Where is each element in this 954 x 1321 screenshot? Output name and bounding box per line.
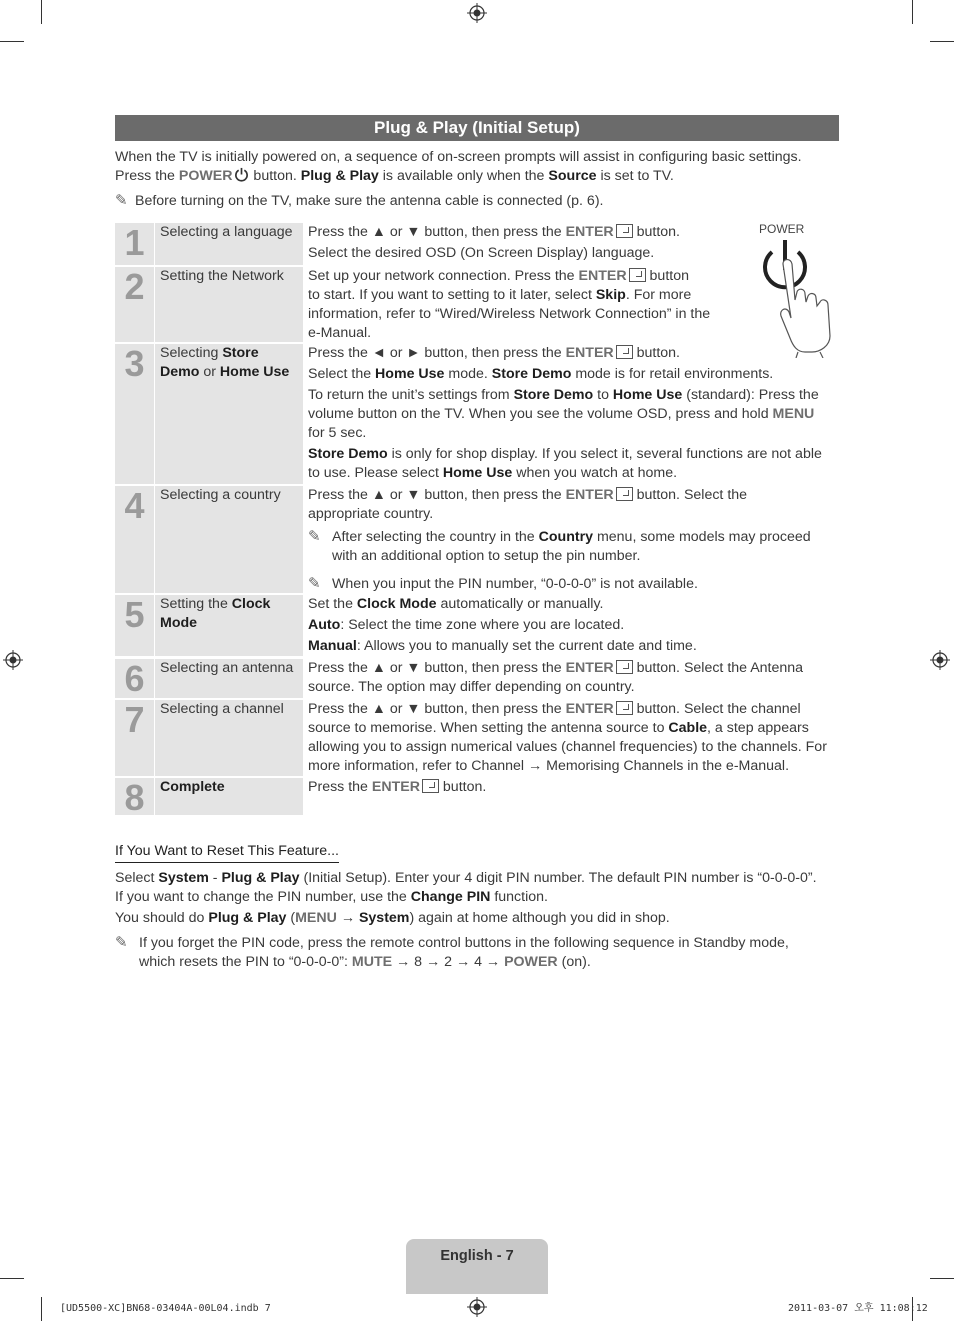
text: automatically or manually. [436,596,604,612]
auto-keyword: Auto [308,617,341,633]
step-row [115,700,839,776]
step-number: 6 [115,659,154,698]
step-number: 4 [115,486,154,593]
step-description [308,700,839,776]
text: button. [438,779,487,795]
step-description [308,595,839,656]
desc-line [308,659,839,678]
desc-line [308,223,839,242]
reset-paragraph [115,869,845,972]
intro-line: When the TV is initially powered on, a sequence of on-screen prompts will assist in configuring basic settings. [115,149,802,165]
desc-line [308,365,839,384]
step-number: 1 [115,223,154,265]
crop-mark [930,1278,954,1279]
registration-mark-icon [467,3,487,23]
crop-mark [930,41,954,42]
crop-mark [0,1278,24,1279]
print-slug-date: 2011-03-07 오후 11:08:12 [788,1303,928,1314]
enter-icon [616,487,633,501]
page-number-tab: English - 7 [406,1239,548,1294]
text: Press the ▲ or ▼ button, then press the [308,701,566,717]
step-label [155,595,303,656]
text: : Allows you to manually set the current date and time. [356,638,697,654]
text: When you input the PIN number, “0-0-0-0” is not available. [332,576,698,592]
step-row [115,595,839,656]
step-label: Selecting a channel [155,700,303,776]
text: ) again at home although you did in shop. [409,910,670,926]
desc-paragraph [308,386,839,443]
skip-keyword: Skip [595,287,626,303]
reset-line [115,888,845,907]
registration-mark-icon [930,650,950,670]
desc-line [308,637,839,656]
text: Press the ▲ or ▼ button, then press the [308,224,566,240]
menu-keyword: MENU [295,910,337,926]
mute-keyword: MUTE [351,954,393,970]
note-pencil-icon: ✎ [308,575,321,592]
enter-keyword: ENTER [578,268,627,284]
home-use-keyword: Home Use [442,465,513,481]
desc-line [308,486,839,505]
text: with an additional option to setup the pin number. [332,548,641,564]
text: volume button on the TV. When you see the volume OSD, press and hold [308,406,773,422]
text: for 5 sec. [308,425,367,441]
store-keyword: Store [222,345,259,361]
text: (on). [557,954,591,970]
step-description [308,778,839,815]
home-use-keyword: Home Use [375,366,445,382]
desc-line: information, refer to “Wired/Wireless Network Connection” in the [308,306,711,322]
crop-mark [41,0,42,24]
intro-note [115,191,845,211]
text: which resets the PIN to “0-0-0-0”: [139,954,352,970]
text: Press the ◄ or ► button, then press the [308,345,566,361]
desc-note [308,574,839,594]
reset-note [115,933,845,972]
reset-heading: If You Want to Reset This Feature... [115,842,339,863]
clock-mode-keyword: Clock Mode [356,596,437,612]
text: button [645,268,689,284]
desc-line [308,267,839,286]
desc-note [308,527,839,566]
step-description [308,267,839,342]
text: If you want to change the PIN number, use the [115,889,411,905]
text: to start. If you want to setting to it later, select [308,287,596,303]
enter-keyword: ENTER [565,660,614,676]
text: function. [490,889,548,905]
power-icon [234,167,249,182]
enter-keyword: ENTER [565,701,614,717]
desc-line [308,286,839,305]
store-demo-keyword: Store Demo [513,387,594,403]
text: is set to TV. [596,168,674,184]
plug-play-keyword: Plug & Play [300,168,379,184]
plug-play-keyword: Plug & Play [221,870,300,886]
complete-keyword: Complete [160,779,225,795]
crop-mark [0,41,24,42]
step-number: 5 [115,595,154,656]
desc-line: more information, refer to Channel → Memorising Channels in the e-Manual. [308,758,790,774]
note-pencil-icon: ✎ [308,528,321,545]
text: Set up your network connection. Press the [308,268,579,284]
desc-line [308,595,839,614]
step-row [115,777,839,818]
step-row [115,486,839,593]
enter-keyword: ENTER [565,345,614,361]
text: - [208,870,222,886]
text: Select [115,870,159,886]
cable-keyword: Cable [668,720,708,736]
desc-line [308,719,839,738]
step-description [308,223,839,265]
desc-line [308,700,839,719]
clock-keyword: Clock [231,596,271,612]
intro-line [115,167,845,186]
text: Selecting [160,345,223,361]
crop-mark [41,1297,42,1321]
step-row [115,344,839,484]
text: ( [286,910,296,926]
home-use-keyword: Home Use [219,364,290,380]
text: button. [632,345,681,361]
text: Press the [308,779,372,795]
text: → [336,910,359,926]
text: mode. [444,366,492,382]
text: Set the [308,596,357,612]
note-text: Before turning on the TV, make sure the antenna cable is connected (p. 6). [135,193,604,209]
enter-icon [616,224,633,238]
step-row [115,267,839,342]
step-label [155,778,303,815]
text: : Select the time zone where you are located. [340,617,625,633]
step-row [115,223,839,265]
desc-line [308,344,839,363]
note-pencil-icon: ✎ [115,192,128,209]
enter-icon [616,345,633,359]
enter-keyword: ENTER [371,779,420,795]
enter-icon [422,779,439,793]
step-number: 2 [115,267,154,342]
source-keyword: Source [548,168,597,184]
power-keyword: POWER [178,168,233,184]
desc-line [308,778,839,797]
store-demo-keyword: Store Demo [308,446,388,462]
text: button. [632,224,681,240]
desc-paragraph [308,445,839,483]
desc-line: appropriate country. [308,506,434,522]
step-number: 3 [115,344,154,484]
menu-keyword: MENU [772,406,815,422]
text: to use. Please select [308,465,443,481]
step-description [308,344,839,484]
manual-keyword: Manual [308,638,357,654]
illustration-label: POWER [759,222,805,236]
text: is available only when the [378,168,549,184]
desc-line: source. The option may differ depending on country. [308,679,635,695]
desc-line: Select the desired OSD (On Screen Display) language. [308,245,655,261]
step-description [308,486,839,593]
text: to [593,387,613,403]
text: button. Select the channel [632,701,801,717]
text: To return the unit’s settings from [308,387,514,403]
text: (standard): Press the [682,387,819,403]
crop-mark [912,0,913,24]
print-slug-file: [UD5500-XC]BN68-03404A-00L04.indb 7 [60,1303,271,1314]
reset-line [115,909,845,928]
text: (Initial Setup). Enter your 4 digit PIN number. The default PIN number is “0-0-0-0”. [299,870,817,886]
registration-mark-icon [467,1297,487,1317]
enter-keyword: ENTER [565,487,614,503]
step-label: Setting the Network [155,267,303,342]
text: After selecting the country in the [332,529,539,545]
desc-line [308,616,839,635]
text: when you watch at home. [512,465,678,481]
enter-icon [616,660,633,674]
text: mode is for retail environments. [571,366,774,382]
registration-mark-icon [3,650,23,670]
text: You should do [115,910,209,926]
note-pencil-icon: ✎ [115,934,128,951]
plug-play-keyword: Plug & Play [208,910,287,926]
step-number: 7 [115,700,154,776]
store-demo-keyword: Store Demo [491,366,572,382]
text: button. Select the [632,487,748,503]
home-use-keyword: Home Use [612,387,683,403]
enter-icon [629,268,646,282]
text: Select the [308,366,376,382]
text: button. Select the Antenna [632,660,804,676]
text: button. [249,168,301,184]
text: . For more [625,287,692,303]
section-title: Plug & Play (Initial Setup) [115,115,839,141]
demo-keyword: Demo [160,364,200,380]
intro-paragraph [115,148,845,211]
text: menu, some models may proceed [593,529,811,545]
text: source to memorise. When setting the antenna source to [308,720,669,736]
text: is only for shop display. If you select it, several functions are not able [387,446,822,462]
text: Press the ▲ or ▼ button, then press the [308,660,566,676]
system-keyword: System [158,870,209,886]
desc-line: e-Manual. [308,325,372,341]
reset-line [115,869,845,888]
step-row [115,659,839,698]
text: If you forget the PIN code, press the remote control buttons in the following sequence in Standby mode, [139,935,789,951]
desc-line: allowing you to assign numerical values (channel frequencies) to the channels. For [308,739,827,755]
text: Press the [115,168,179,184]
power-keyword: POWER [504,954,558,970]
step-label [155,344,303,484]
enter-keyword: ENTER [565,224,614,240]
enter-icon [616,701,633,715]
country-keyword: Country [538,529,594,545]
text: Setting the [160,596,232,612]
step-label: Selecting a country [155,486,303,593]
text: or [199,364,220,380]
text: Press the ▲ or ▼ button, then press the [308,487,566,503]
step-label: Selecting an antenna [155,659,303,698]
text: , a step appears [707,720,809,736]
step-number: 8 [115,778,154,815]
step-label: Selecting a language [155,223,303,265]
text: → 8 → 2 → 4 → [392,954,505,970]
system-keyword: System [358,910,410,926]
mode-keyword: Mode [160,615,198,631]
change-pin-keyword: Change PIN [410,889,491,905]
step-description [308,659,839,698]
